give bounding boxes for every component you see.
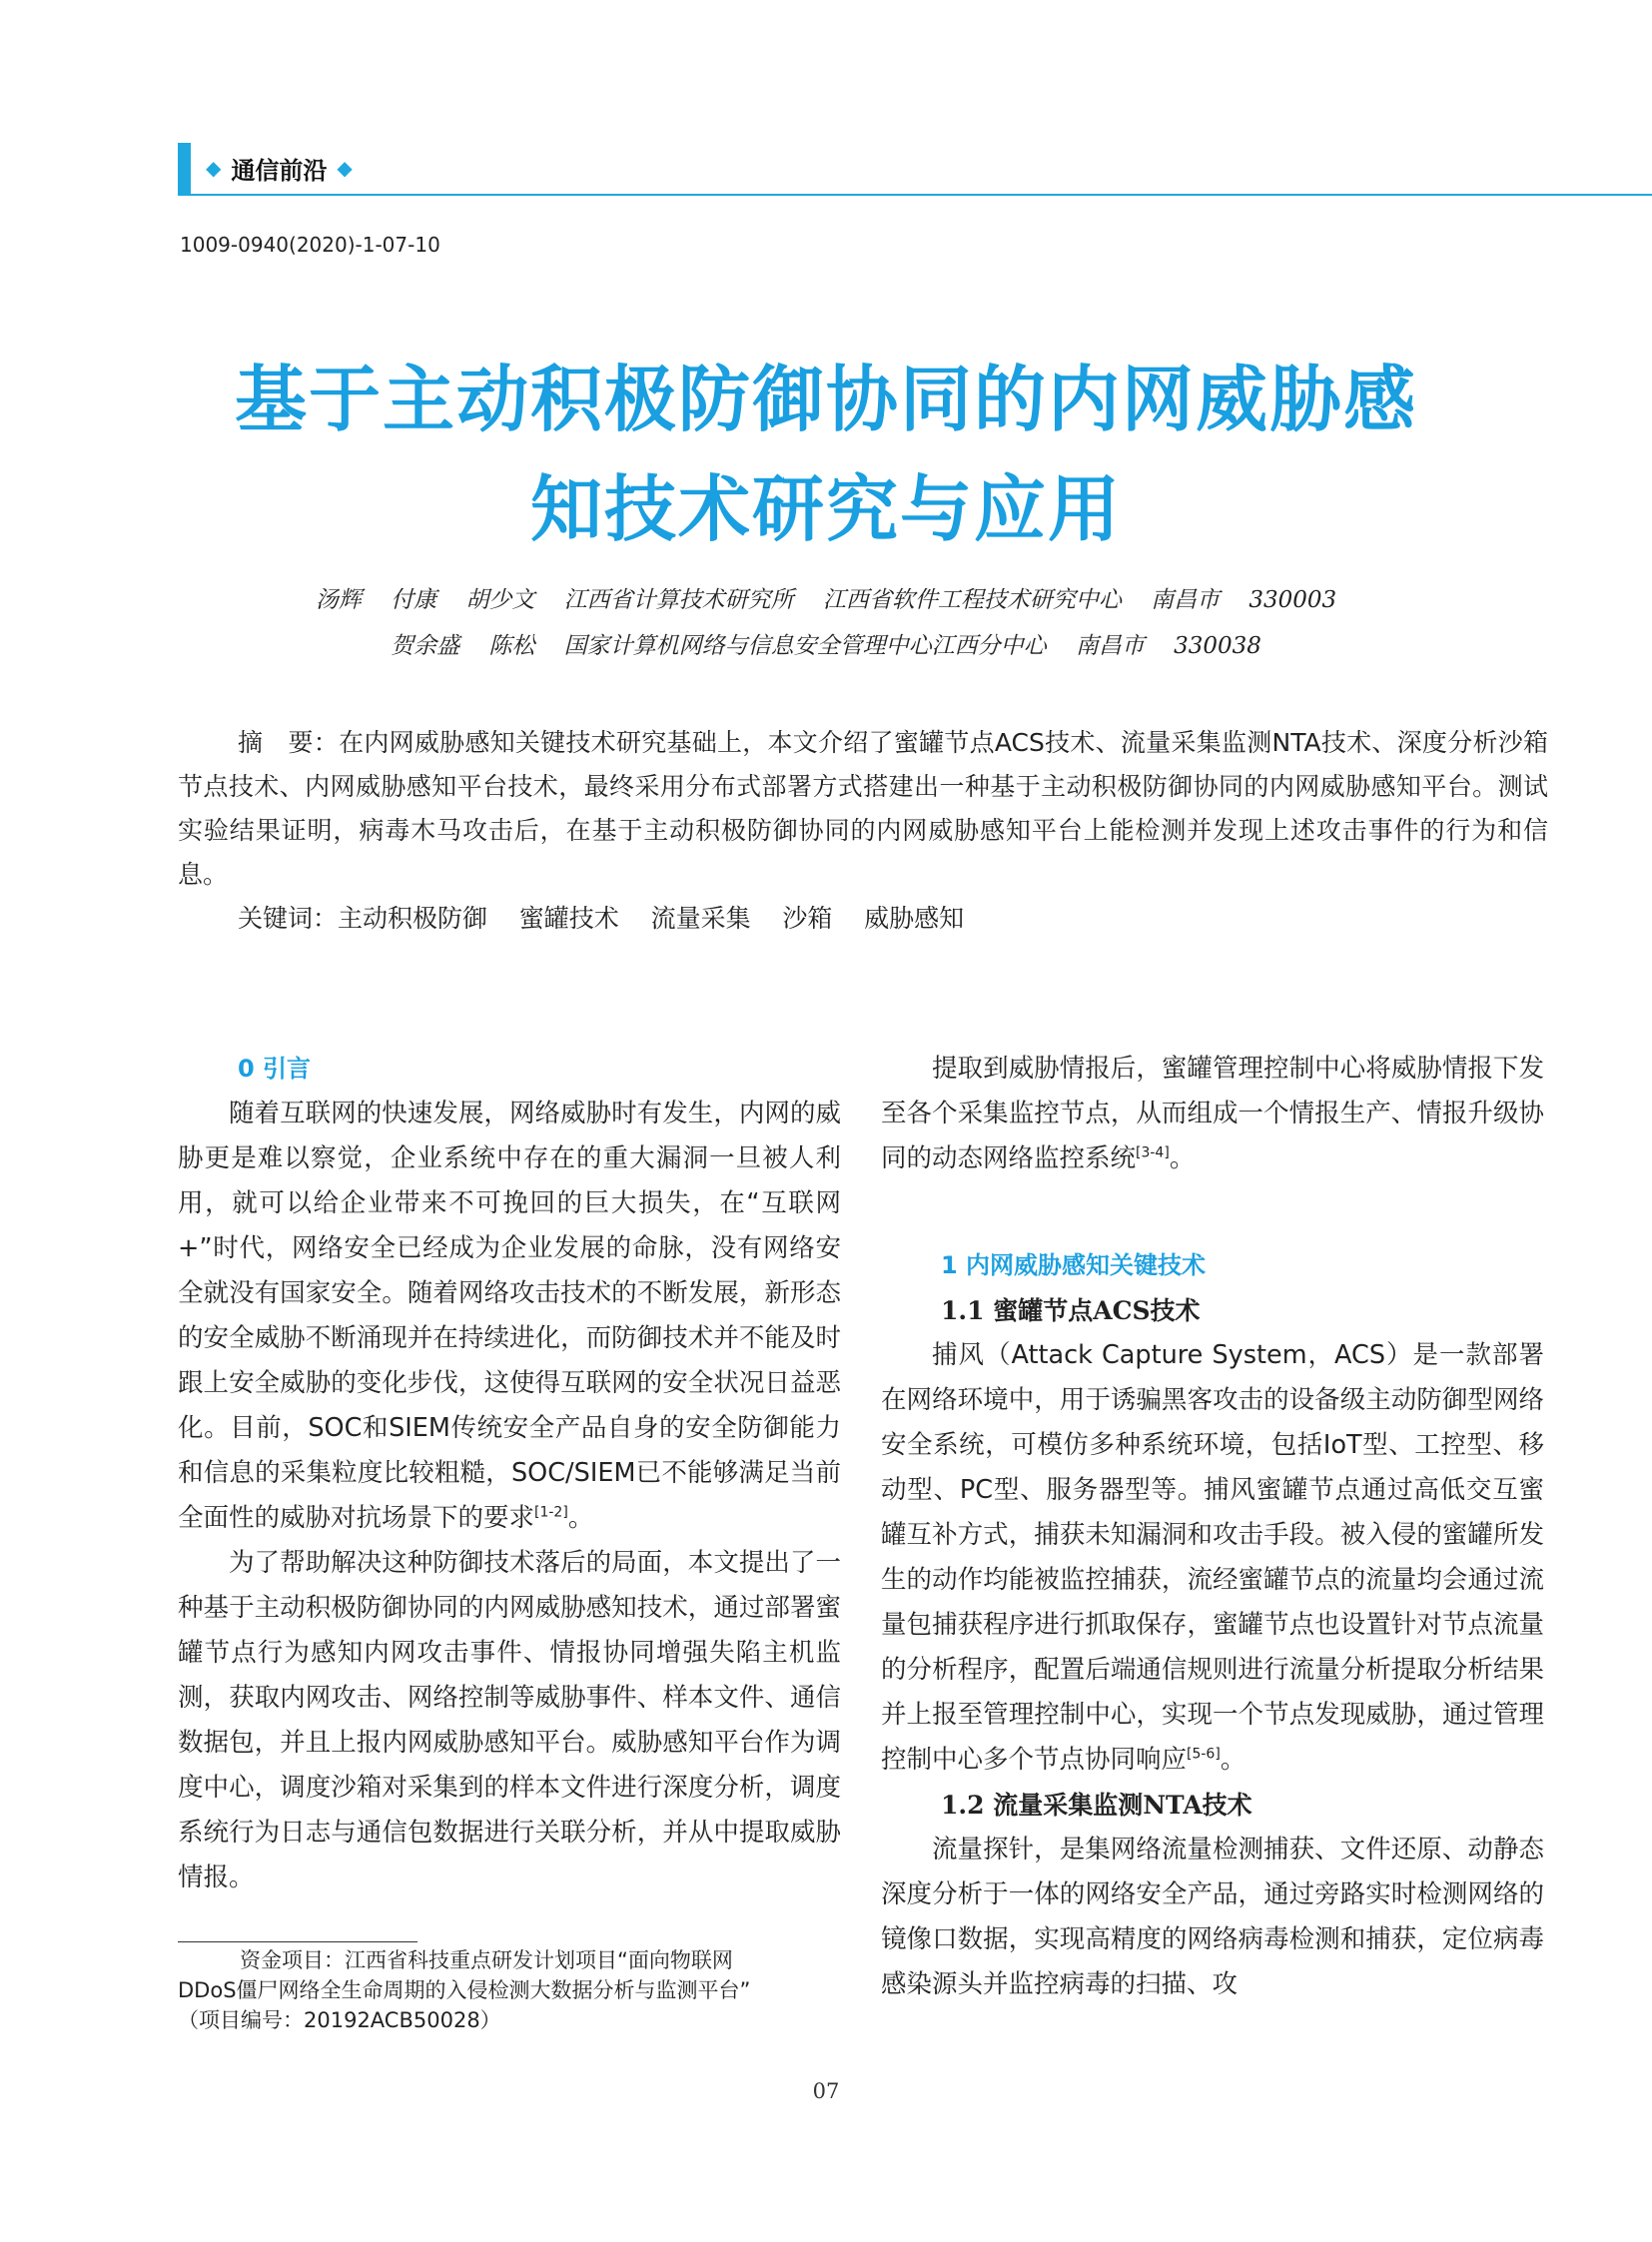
abstract bbox=[178, 721, 1548, 941]
diamond-right-icon: ◆ bbox=[337, 156, 353, 180]
citation-5-6: [5-6] bbox=[1187, 1746, 1221, 1763]
section-gap bbox=[881, 1181, 1544, 1243]
author-block bbox=[0, 577, 1652, 669]
abstract-label: 摘 要： bbox=[238, 728, 340, 757]
subsection-1-1-heading: 1.1 蜜罐节点ACS技术 bbox=[941, 1296, 1201, 1325]
diamond-left-icon: ◆ bbox=[206, 156, 222, 180]
keywords-label: 关键词： bbox=[238, 904, 339, 933]
intro-paragraph-2: 为了帮助解决这种防御技术落后的局面，本文提出了一种基于主动积极防御协同的内网威胁感知技术，通过部署蜜罐节点行为感知内网攻击事件、情报协同增强失陷主机监测，获取内网攻击、网络控制等威胁事件、样本文件、通信数据包，并且上报内网威胁感知平台。威胁感知平台作为调度中心，调度沙箱对采集到的样本文件进行深度分析，调度系统行为日志与通信包数据进行关联分析，并从中提取威胁情报。 bbox=[178, 1548, 841, 1892]
author-line-1: 汤辉 付康 胡少文 江西省计算技术研究所 江西省软件工程技术研究中心 南昌市 330003 bbox=[315, 587, 1337, 613]
citation-1-2: [1-2] bbox=[534, 1504, 568, 1521]
continued-paragraph bbox=[881, 1047, 1544, 1181]
intro-paragraph-1-text: 随着互联网的快速发展，网络威胁时有发生，内网的威胁更是难以察觉，企业系统中存在的重大漏洞一旦被人利用，就可以给企业带来不可挽回的巨大损失，在“互联网+”时代，网络安全已经成为企业发展的命脉，没有网络安全就没有国家安全。随着网络攻击技术的不断发展，新形态的安全威胁不断涌现并在持续进化，而防御技术并不能及时跟上安全威胁的变化步伐，这使得互联网的安全状况日益恶化。目前，SOC和SIEM传统安全产品自身的安全防御能力和信息的采集粒度比较粗糙，SOC/SIEM已不能够满足当前全面性的威胁对抗场景下的要求 bbox=[178, 1099, 841, 1533]
author-line-2: 贺余盛 陈松 国家计算机网络与信息安全管理中心江西分中心 南昌市 330038 bbox=[391, 633, 1261, 659]
intro-heading: 0 引言 bbox=[238, 1055, 312, 1083]
citation-3-4: [3-4] bbox=[1136, 1144, 1170, 1161]
abstract-body bbox=[178, 721, 1548, 897]
funding-footnote bbox=[178, 1945, 841, 2035]
title-line-2: 知技术研究与应用 bbox=[529, 467, 1122, 551]
continued-paragraph-text: 提取到威胁情报后，蜜罐管理控制中心将威胁情报下发至各个采集监控节点，从而组成一个情报生产、情报升级协同的动态网络监控系统 bbox=[881, 1054, 1544, 1173]
subsection-1-1-paragraph bbox=[881, 1333, 1544, 1783]
funding-line-1: 资金项目：江西省科技重点研发计划项目“面向物联网 bbox=[240, 1948, 733, 1972]
subsection-1-2-heading: 1.2 流量采集监测NTA技术 bbox=[941, 1791, 1252, 1820]
header-rule bbox=[178, 194, 1652, 196]
continued-paragraph-end: 。 bbox=[1169, 1143, 1196, 1173]
section-1-heading: 1 内网威胁感知关键技术 bbox=[941, 1251, 1207, 1279]
keywords bbox=[178, 897, 1548, 941]
paper-title bbox=[0, 345, 1652, 564]
keywords-list: 主动积极防御 蜜罐技术 流量采集 沙箱 威胁感知 bbox=[338, 904, 965, 933]
funding-line-3: （项目编号：20192ACB50028） bbox=[178, 2008, 501, 2032]
title-line-1: 基于主动积极防御协同的内网威胁感 bbox=[234, 358, 1417, 441]
document-code: 1009-0940(2020)-1-07-10 bbox=[180, 233, 440, 257]
abstract-text: 在内网威胁感知关键技术研究基础上，本文介绍了蜜罐节点ACS技术、流量采集监测NTA技术、深度分析沙箱节点技术、内网威胁感知平台技术，最终采用分布式部署方式搭建出一种基于主动积极防御协同的内网威胁感知平台。测试实验结果证明，病毒木马攻击后，在基于主动积极防御协同的内网威胁感知平台上能检测并发现上述攻击事件的行为和信息。 bbox=[178, 728, 1548, 889]
footnote-rule bbox=[178, 1941, 417, 1942]
left-column bbox=[178, 1047, 841, 1900]
right-column bbox=[881, 1047, 1544, 2007]
subsection-1-1-end: 。 bbox=[1220, 1745, 1246, 1775]
subsection-1-1-text: 捕风（Attack Capture System，ACS）是一款部署在网络环境中，用于诱骗黑客攻击的设备级主动防御型网络安全系统，可模仿多种系统环境，包括IoT型、工控型、移动型、PC型、服务器型等。捕风蜜罐节点通过高低交互蜜罐互补方式，捕获未知漏洞和攻击手段。被入侵的蜜罐所发生的动作均能被监控捕获，流经蜜罐节点的流量均会通过流量包捕获程序进行抓取保存，蜜罐节点也设置针对节点流量的分析程序，配置后端通信规则进行流量分析提取分析结果并上报至管理控制中心，实现一个节点发现威胁，通过管理控制中心多个节点协同响应 bbox=[881, 1340, 1544, 1775]
funding-line-2: DDoS僵尸网络全生命周期的入侵检测大数据分析与监测平台” bbox=[178, 1978, 751, 2002]
intro-paragraph-1 bbox=[178, 1092, 841, 1541]
page-number: 07 bbox=[812, 2079, 840, 2103]
section-accent-bar bbox=[178, 143, 191, 195]
section-header bbox=[206, 148, 353, 188]
intro-paragraph-1-end: 。 bbox=[567, 1503, 594, 1533]
section-label: 通信前沿 bbox=[231, 156, 328, 185]
subsection-1-2-paragraph: 流量探针，是集网络流量检测捕获、文件还原、动静态深度分析于一体的网络安全产品，通过旁路实时检测网络的镜像口数据，实现高精度的网络病毒检测和捕获，定位病毒感染源头并监控病毒的扫描、攻 bbox=[881, 1835, 1544, 1999]
